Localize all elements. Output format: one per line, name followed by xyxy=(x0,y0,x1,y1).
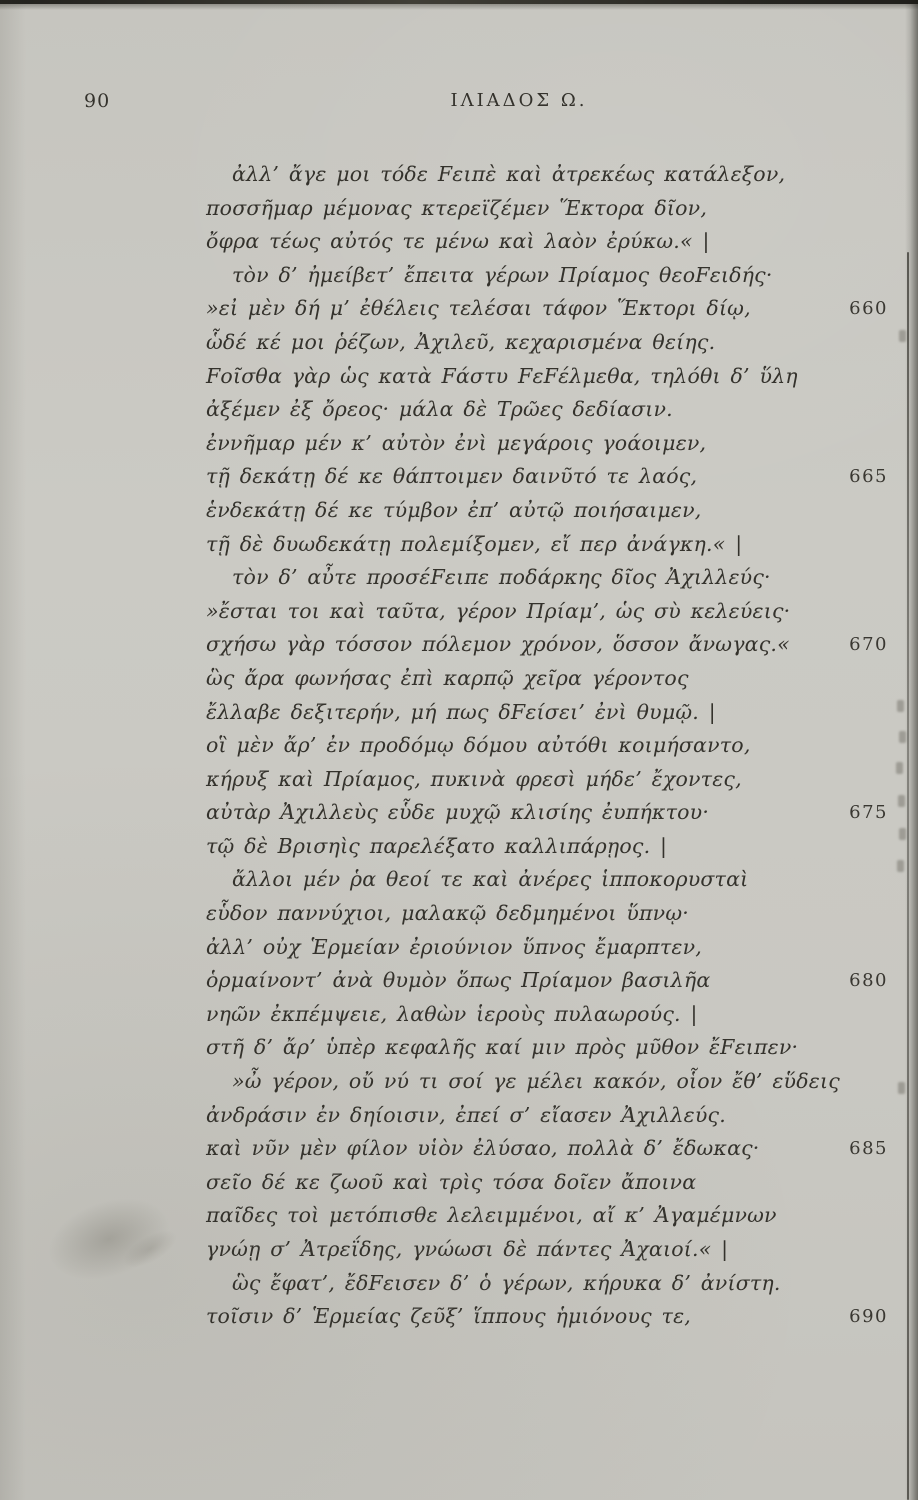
verse-line xyxy=(0,763,918,797)
verse-text: Fοῖσθα γὰρ ὡς κατὰ Fάστυ FεFέλμεθα, τηλόθι δ’ ὕλη xyxy=(206,363,798,388)
verse-line xyxy=(0,192,918,226)
verse-text: ὣς ἄρα φωνήσας ἐπὶ καρπῷ χεῖρα γέροντος xyxy=(206,665,689,690)
verse-text: σεῖο δέ κε ζωοῦ καὶ τρὶς τόσα δοῖεν ἄποινα xyxy=(206,1169,697,1194)
verse-text: τὸν δ’ αὖτε προσέFειπε ποδάρκης δῖος Ἀχιλλεύς· xyxy=(232,565,771,590)
verse-text: ἔλλαβε δεξιτερήν, μή πως δFείσει’ ἐνὶ θυμῷ. | xyxy=(206,699,716,724)
verse-line xyxy=(0,830,918,864)
running-header: ΙΛΙΑΔΟΣ Ω. xyxy=(450,90,588,111)
verse-text: »εἰ μὲν δή μ’ ἐθέλεις τελέσαι τάφον Ἕκτορι δίῳ, xyxy=(206,296,751,321)
verse-text: ποσσῆμαρ μέμονας κτερεϊζέμεν Ἕκτορα δῖον, xyxy=(206,195,708,220)
verse-text: σχήσω γὰρ τόσσον πόλεμον χρόνον, ὅσσον ἄνωγας.« xyxy=(206,632,790,657)
verse-line xyxy=(0,427,918,461)
verse-text: καὶ νῦν μὲν φίλον υἱὸν ἐλύσαο, πολλὰ δ’ ἔδωκας· xyxy=(206,1136,760,1161)
verse-line-number: 690 xyxy=(849,1306,888,1328)
verse-line xyxy=(0,729,918,763)
verse-line xyxy=(0,528,918,562)
verse-line xyxy=(0,1099,918,1133)
verse-text: εὗδον παννύχιοι, μαλακῷ δεδμημένοι ὕπνῳ· xyxy=(206,901,689,926)
verse-line xyxy=(0,1267,918,1301)
verse-line xyxy=(0,1166,918,1200)
verse-text: ἀνδράσιν ἐν δηίοισιν, ἐπεί σ’ εἴασεν Ἀχιλλεύς. xyxy=(206,1102,726,1127)
verse-line xyxy=(0,696,918,730)
verse-text: ἀξέμεν ἐξ ὄρεος· μάλα δὲ Τρῶες δεδίασιν. xyxy=(206,397,673,422)
verse-line xyxy=(0,561,918,595)
verse-line xyxy=(0,460,918,494)
verse-line xyxy=(0,225,918,259)
verse-text: νηῶν ἐκπέμψειε, λαθὼν ἱεροὺς πυλαωρούς. | xyxy=(206,1001,698,1026)
verse-line-number: 680 xyxy=(849,970,888,992)
verse-text: κήρυξ καὶ Πρίαμος, πυκινὰ φρεσὶ μήδε’ ἔχοντες, xyxy=(206,766,742,791)
verse-text: ἀλλ’ ἄγε μοι τόδε Fειπὲ καὶ ἀτρεκέως κατάλεξον, xyxy=(232,162,786,186)
verse-line xyxy=(0,1199,918,1233)
verse-text: ὄφρα τέως αὐτός τε μένω καὶ λαὸν ἐρύκω.« | xyxy=(206,229,710,254)
scan-top-edge-fade xyxy=(0,4,918,10)
verse-line xyxy=(0,1031,918,1065)
verse-text: τὸν δ’ ἠμείβετ’ ἔπειτα γέρων Πρίαμος θεοFειδής· xyxy=(232,262,773,287)
verse-line xyxy=(0,595,918,629)
verse-text: »ἔσται τοι καὶ ταῦτα, γέρον Πρίαμ’, ὡς σὺ κελεύεις· xyxy=(206,598,791,623)
verse-text: τῇ δὲ δυωδεκάτῃ πολεμίξομεν, εἴ περ ἀνάγκη.« | xyxy=(206,531,743,556)
verse-line xyxy=(0,1233,918,1267)
verse-text: τῷ δὲ Βρισηὶς παρελέξατο καλλιπάρῃος. | xyxy=(206,833,668,858)
verse-line xyxy=(0,998,918,1032)
verse-line xyxy=(0,1132,918,1166)
verse-line xyxy=(0,662,918,696)
verse-line xyxy=(0,292,918,326)
verse-text: ὁρμαίνοντ’ ἀνὰ θυμὸν ὅπως Πρίαμον βασιλῆα xyxy=(206,968,711,993)
verse-line-number: 665 xyxy=(849,466,888,488)
verse-line xyxy=(0,158,918,192)
verse-line-number: 685 xyxy=(849,1138,888,1160)
verse-line xyxy=(0,259,918,293)
verse-text: αὐτὰρ Ἀχιλλεὺς εὗδε μυχῷ κλισίης ἐυπήκτου· xyxy=(206,800,710,825)
verse-text: τοῖσιν δ’ Ἑρμείας ζεῦξ’ ἵππους ἡμιόνους τε, xyxy=(206,1304,691,1329)
verse-text: στῆ δ’ ἄρ’ ὑπὲρ κεφαλῆς καί μιν πρὸς μῦθον ἔFειπεν· xyxy=(206,1035,799,1060)
verse-text: »ὦ γέρον, οὔ νύ τι σοί γε μέλει κακόν, οἷον ἔθ’ εὕδεις xyxy=(232,1069,840,1094)
verse-line-number: 675 xyxy=(849,802,888,824)
verse-line-number: 660 xyxy=(849,298,888,320)
verse-line xyxy=(0,360,918,394)
verse-text: οἳ μὲν ἄρ’ ἐν προδόμῳ δόμου αὐτόθι κοιμήσαντο, xyxy=(206,733,751,758)
verse-line xyxy=(0,393,918,427)
verse-text: ἄλλοι μέν ῥα θεοί τε καὶ ἀνέρες ἱπποκορυσταὶ xyxy=(232,867,749,892)
verse-lines xyxy=(0,158,918,1334)
verse-text: ὧδέ κέ μοι ῥέζων, Ἀχιλεῦ, κεχαρισμένα θείης. xyxy=(206,329,716,354)
verse-text: γνώῃ σ’ Ἀτρεΐδης, γνώωσι δὲ πάντες Ἀχαιοί.« | xyxy=(206,1237,729,1261)
verse-line xyxy=(0,796,918,830)
verse-line xyxy=(0,931,918,965)
verse-line xyxy=(0,863,918,897)
verse-line xyxy=(0,964,918,998)
verse-line xyxy=(0,628,918,662)
verse-text: παῖδες τοὶ μετόπισθε λελειμμένοι, αἴ κ’ Ἀγαμέμνων xyxy=(206,1203,777,1228)
page-number: 90 xyxy=(84,90,111,112)
verse-text: ἀλλ’ οὐχ Ἑρμείαν ἐριούνιον ὕπνος ἔμαρπτεν, xyxy=(206,934,702,959)
verse-line xyxy=(0,494,918,528)
verse-text: ἐννῆμαρ μέν κ’ αὐτὸν ἐνὶ μεγάροις γοάοιμεν, xyxy=(206,430,707,455)
verse-line xyxy=(0,1300,918,1334)
verse-text: ἑνδεκάτῃ δέ κε τύμβον ἐπ’ αὐτῷ ποιήσαιμεν, xyxy=(206,497,702,522)
verse-line xyxy=(0,897,918,931)
verse-line-number: 670 xyxy=(849,634,888,656)
verse-line xyxy=(0,1065,918,1099)
verse-text: τῇ δεκάτῃ δέ κε θάπτοιμεν δαινῦτό τε λαός, xyxy=(206,464,698,489)
verse-line xyxy=(0,326,918,360)
verse-text: ὣς ἔφατ’, ἔδFεισεν δ’ ὁ γέρων, κήρυκα δ’ ἀνίστη. xyxy=(232,1270,781,1295)
